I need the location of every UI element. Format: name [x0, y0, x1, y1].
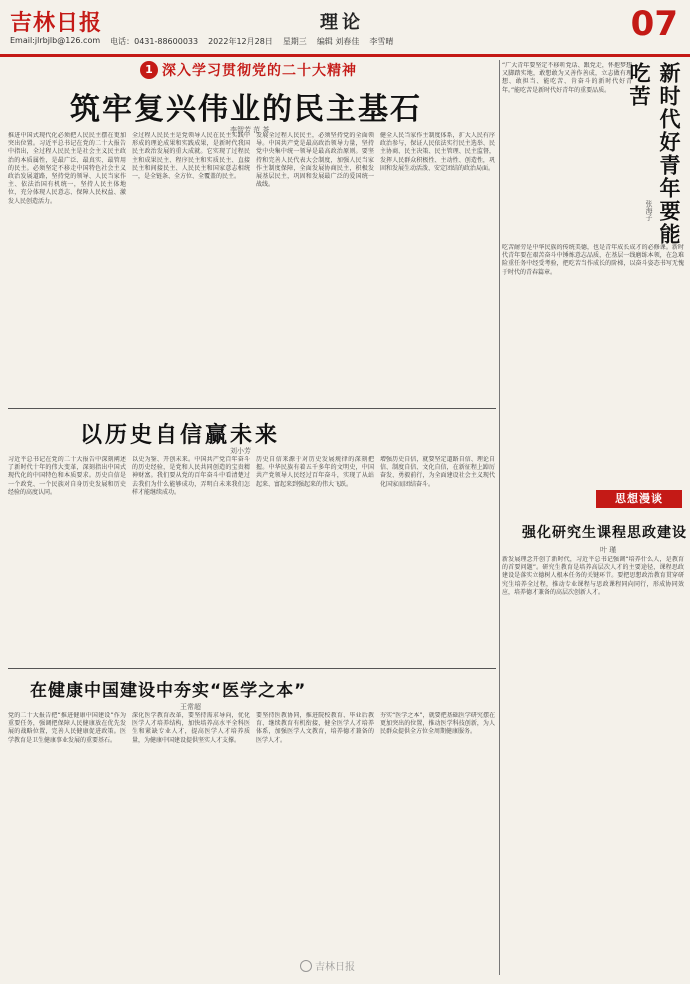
section-divider — [8, 408, 496, 409]
article2-column: 习近平总书记在党的二十大报告中深刻阐述了新时代十年的伟大变革，深刻指出中国式现代化的中国特色和本质要求。历史自信是一个政党、一个民族对自身历史发展和历史经验的高度认同。 — [8, 456, 126, 496]
banner-text: 深入学习贯彻党的二十大精神 — [162, 63, 357, 79]
sidebar-bottom-author: 叶 瑾 — [600, 546, 617, 554]
column-divider — [499, 60, 500, 975]
page-number: 07 — [630, 4, 678, 44]
article3-column: 要坚持医教协同，推进院校教育、毕业后教育、继续教育有机衔接，健全医学人才培养体系，加强医学人文教育，培养德才兼备的医学人才。 — [256, 712, 374, 744]
article3-title: 在健康中国建设中夯实“医学之本” — [30, 681, 307, 701]
article3-column: 党的二十大报告把“推进健康中国建设”作为重要任务，强调把保障人民健康放在优先发展的战略位置，完善人民健康促进政策。医学教育是卫生健康事业发展的重要基石。 — [8, 712, 126, 744]
sidebar-bottom-title: 强化研究生课程思政建设 — [522, 525, 687, 541]
masthead-rule — [0, 54, 690, 57]
article1-column: 全过程人民民主是党领导人民在民主实践中形成的理论成果和实践成果，是新时代我国民主政治发展的重大成就。它实现了过程民主和成果民主、程序民主和实质民主、直接民主和间接民主、人民民主和国家意志相统一，是全链条、全方位、全覆盖的民主。 — [132, 132, 250, 181]
column-tag: 思想漫谈 — [596, 490, 682, 508]
email: Email:jlrbjlb@126.com — [10, 36, 101, 45]
section-divider — [8, 668, 496, 669]
article1-column: 推进中国式现代化必须把人民民主摆在更加突出位置。习近平总书记在党的二十大报告中指出，全过程人民民主是社会主义民主政治的本质属性，是最广泛、最真实、最管用的民主。必须坚定不移走中国特色社会主义政治发展道路，坚持党的领导、人民当家作主、依法治国有机统一，坚持人民主体地位，充分体现人民意志、保障人民权益、激发人民创造活力。 — [8, 132, 126, 205]
article1-byline: 李智芳 范 茶 — [230, 126, 270, 134]
masthead — [0, 0, 690, 62]
date: 2022年12月28日 — [208, 37, 273, 46]
masthead-meta — [10, 36, 620, 52]
watermark — [300, 958, 355, 973]
article1-title: 筑牢复兴伟业的民主基石 — [70, 92, 422, 127]
sidebar-top-author: 张海子 — [645, 200, 653, 221]
weekday: 星期三 — [282, 37, 307, 46]
sidebar-intro: “广大青年要坚定不移听党话、跟党走，怀抱梦想又脚踏实地，敢想敢为又善作善成，立志做有理想、敢担当、能吃苦、肯奋斗的新时代好青年。”能吃苦是新时代好青年的重要品质。 — [502, 62, 632, 94]
article3-column: 深化医学教育改革，要坚持需求导向，优化医学人才培养结构，加快培养高水平全科医生和紧缺专业人才，提高医学人才培养质量，为健康中国建设提供坚实人才支撑。 — [132, 712, 250, 744]
article1-column: 发展全过程人民民主，必须坚持党的全面领导。中国共产党是最高政治领导力量，坚持党中央集中统一领导是最高政治原则。要坚持和完善人民代表大会制度，加强人民当家作主制度保障，全面发展协商民主，积极发展基层民主，巩固和发展最广泛的爱国统一战线。 — [256, 132, 374, 189]
campaign-banner — [140, 60, 440, 80]
section-name: 理论 — [320, 12, 364, 33]
article3-column: 夯实“医学之本”，就要把基础医学研究摆在更加突出的位置，推动医学科技创新，为人民群众提供全方位全周期健康服务。 — [380, 712, 495, 736]
article3-byline: 王常超 — [180, 703, 201, 711]
sidebar-top-body: 吃苦耐劳是中华民族的传统美德，也是青年成长成才的必修课。新时代青年要在艰苦奋斗中锤炼意志品质，在基层一线磨练本领，在急难险重任务中经受考验，把吃苦当作成长的阶梯，以奋斗姿态书写无愧于时代的青春篇章。 — [502, 244, 684, 276]
weibo-icon — [300, 960, 312, 972]
sidebar-top-title: 新时代好青年要能吃苦 — [627, 62, 681, 246]
article2-title: 以历史自信赢未来 — [80, 423, 281, 448]
article2-column: 以史为鉴、开创未来。中国共产党百年奋斗的历史经验，是党和人民共同创造的宝贵精神财富。我们要从党的百年奋斗中看清楚过去我们为什么能够成功，弄明白未来我们怎样才能继续成功。 — [132, 456, 250, 496]
editor-2: 李雪晴 — [369, 37, 394, 46]
editor: 编辑 刘春佳 — [316, 37, 360, 46]
article2-byline: 刘小芳 — [230, 447, 251, 455]
phone: 电话：0431-88600033 — [110, 37, 199, 46]
watermark-text: 吉林日报 — [315, 962, 355, 973]
article1-column: 健全人民当家作主制度体系，扩大人民有序政治参与，保证人民依法实行民主选举、民主协商、民主决策、民主管理、民主监督，发挥人民群众积极性、主动性、创造性，巩固和发展生动活泼、安定团结的政治局面。 — [380, 132, 495, 172]
banner-badge-icon: 1 — [140, 61, 158, 79]
newspaper-logo: 吉林日报 — [10, 10, 103, 36]
sidebar-bottom-body: 新发展理念开创了新时代，习近平总书记强调“培养什么人，是教育的首要问题”。研究生教育是培养高层次人才的主要途径，课程思政建设是落实立德树人根本任务的关键环节。要把思想政治教育贯穿研究生培养全过程，推动专业课程与思政课程同向同行，形成协同效应，培养德才兼备的高层次创新人才。 — [502, 556, 684, 596]
article2-column: 历史自信来源于对历史发展规律的深刻把握。中华民族有着五千多年的文明史，中国共产党领导人民经过百年奋斗，实现了从站起来、富起来到强起来的伟大飞跃。 — [256, 456, 374, 488]
article2-column: 增强历史自信，就要坚定道路自信、理论自信、制度自信、文化自信，在新征程上踔厉奋发、勇毅前行，为全面建设社会主义现代化国家而团结奋斗。 — [380, 456, 495, 488]
